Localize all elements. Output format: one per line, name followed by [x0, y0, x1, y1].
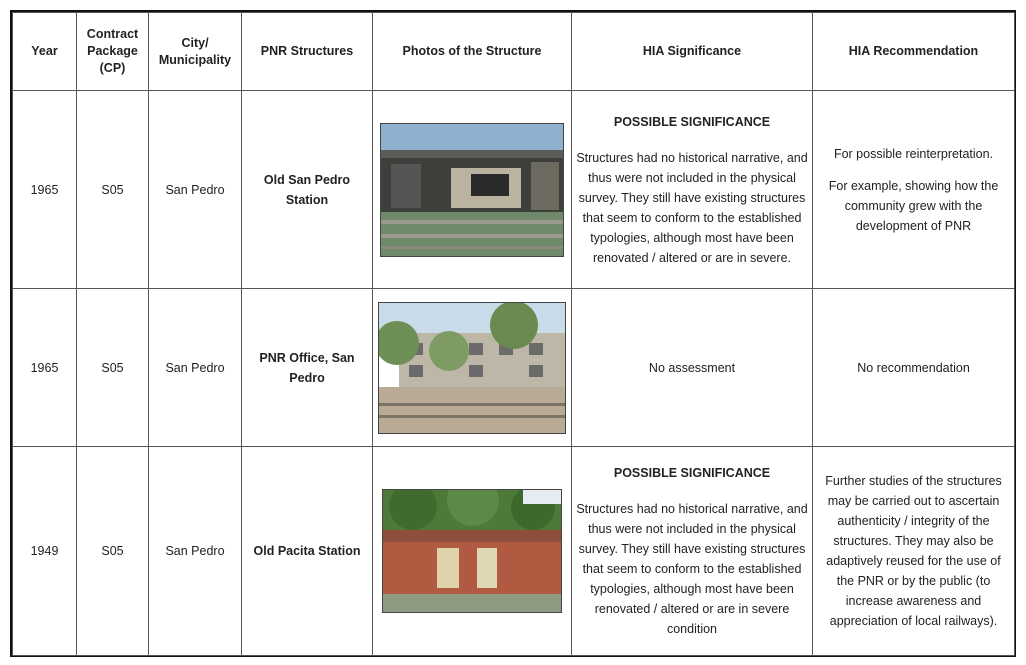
cp-cell: S05	[77, 447, 149, 656]
recommendation-cell: No recommendation	[813, 289, 1015, 447]
office-photo	[378, 302, 566, 434]
year-cell: 1965	[13, 289, 77, 447]
table-row	[13, 91, 1015, 289]
station-photo	[380, 123, 564, 257]
header-structures: PNR Structures	[242, 13, 373, 91]
header-photos: Photos of the Structure	[373, 13, 572, 91]
cp-cell: S05	[77, 289, 149, 447]
city-cell: San Pedro	[149, 447, 242, 656]
heritage-table	[12, 12, 1015, 656]
year-cell: 1965	[13, 91, 77, 289]
structure-cell: Old Pacita Station	[242, 447, 373, 656]
structure-cell: Old San Pedro Station	[242, 91, 373, 289]
header-recommendation: HIA Recommendation	[813, 13, 1015, 91]
header-contract-package: Contract Package (CP)	[77, 13, 149, 91]
recommendation-example: For example, showing how the community grew with the development of PNR	[828, 178, 999, 233]
photo-cell	[373, 91, 572, 289]
header-year: Year	[13, 13, 77, 91]
significance-cell: No assessment	[572, 289, 813, 447]
recommendation-text: For possible reinterpretation.	[833, 146, 994, 161]
table-row	[13, 289, 1015, 447]
recommendation-cell: Further studies of the structures may be carried out to ascertain authenticity / integrity of the structures. They may also be adaptively reused for the use of the PNR or by the public (to increase awareness and appreciation of local railways).	[813, 447, 1015, 656]
significance-title: POSSIBLE SIGNIFICANCE	[613, 114, 771, 129]
significance-text: Structures had no historical narrative, and thus were not included in the physical survey. They still have existing structures that seem to conform to the established typologies, although most have been renovated / altered or are in severe condition	[576, 502, 808, 636]
significance-cell	[572, 447, 813, 656]
table-row	[13, 447, 1015, 656]
structure-cell: PNR Office, San Pedro	[242, 289, 373, 447]
year-cell: 1949	[13, 447, 77, 656]
significance-text: Structures had no historical narrative, and thus were not included in the physical survey. They still have existing structures that seem to conform to the established typologies, although most have been renovated / altered or are in severe.	[576, 150, 808, 265]
header-row	[13, 13, 1015, 91]
photo-cell	[373, 289, 572, 447]
recommendation-cell	[813, 91, 1015, 289]
header-significance: HIA Significance	[572, 13, 813, 91]
significance-cell	[572, 91, 813, 289]
photo-cell	[373, 447, 572, 656]
city-cell: San Pedro	[149, 289, 242, 447]
heritage-table-frame	[10, 10, 1016, 657]
city-cell: San Pedro	[149, 91, 242, 289]
cp-cell: S05	[77, 91, 149, 289]
pacita-station-photo	[382, 489, 562, 613]
significance-title: POSSIBLE SIGNIFICANCE	[613, 466, 771, 480]
header-city: City/ Municipality	[149, 13, 242, 91]
